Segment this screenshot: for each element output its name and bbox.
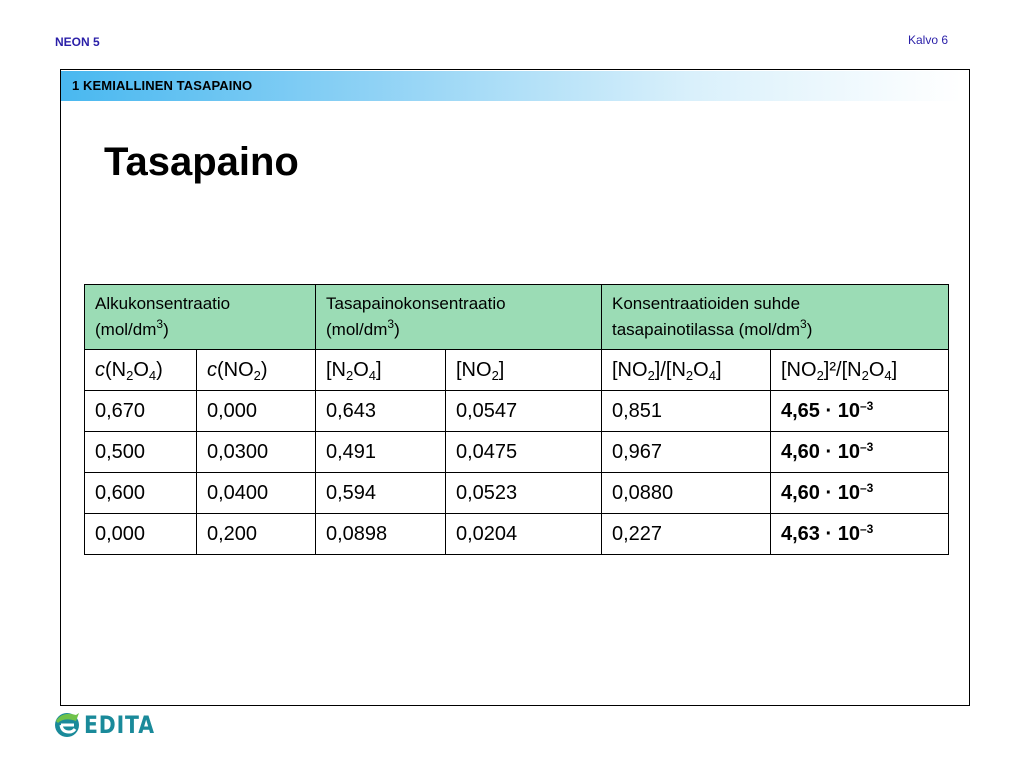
table-row: [85, 432, 949, 473]
table-cell-constant: $4,63 \cdot 10^{-3}$: [771, 514, 949, 555]
table-cell: 0,000: [197, 391, 316, 432]
table-row: [85, 473, 949, 514]
col-c-n2o4: $c(N_2O_4)$: [85, 350, 197, 391]
slide-number: Kalvo 6: [908, 33, 949, 47]
table-cell: 0,600: [85, 473, 197, 514]
table-cell: 0,967: [602, 432, 771, 473]
table-cell: 0,0523: [446, 473, 602, 514]
table-cell-constant: $4,60 \cdot 10^{-3}$: [771, 473, 949, 514]
table-cell-constant: $4,65 \cdot 10^{-3}$: [771, 391, 949, 432]
table-header-row: [85, 285, 949, 350]
table-cell: 0,851: [602, 391, 771, 432]
table-row: [85, 514, 949, 555]
table-cell: 0,0880: [602, 473, 771, 514]
slide-title: Tasapaino: [104, 140, 299, 184]
col-eq-n2o4: $[N_2O_4]$: [316, 350, 446, 391]
table-cell: 0,200: [197, 514, 316, 555]
table-cell: 0,0400: [197, 473, 316, 514]
table-cell: 0,227: [602, 514, 771, 555]
table-row: [85, 391, 949, 432]
col-ratio-1: $[NO_2]/[N_2O_4]$: [602, 350, 771, 391]
table-cell: 0,0898: [316, 514, 446, 555]
col-c-no2: $c(NO_2)$: [197, 350, 316, 391]
table-cell: 0,500: [85, 432, 197, 473]
col-ratio-2: $[NO_2]^2/[N_2O_4]$: [771, 350, 949, 391]
equilibrium-table: [84, 284, 949, 555]
table-cell: 0,491: [316, 432, 446, 473]
header-initial-concentration: Alkukonsentraatio $(mol/dm^3)$: [85, 285, 316, 350]
table-cell: 0,0300: [197, 432, 316, 473]
table-cell: 0,670: [85, 391, 197, 432]
table-cell: 0,0475: [446, 432, 602, 473]
table-cell: 0,0547: [446, 391, 602, 432]
chapter-banner: [61, 71, 961, 101]
edita-logo-icon: [52, 709, 82, 739]
table-subheader-row: [85, 350, 949, 391]
edita-logo-text: EDITA: [84, 711, 155, 739]
chapter-title: 1 KEMIALLINEN TASAPAINO: [72, 78, 253, 93]
col-eq-no2: $[NO_2]$: [446, 350, 602, 391]
header-concentration-ratio: Konsentraatioiden suhde tasapainotilassa $(mol/dm^3)$: [602, 285, 949, 350]
table-cell: 0,000: [85, 514, 197, 555]
course-label: NEON 5: [55, 35, 100, 49]
header-equilibrium-concentration: Tasapainokonsentraatio $(mol/dm^3)$: [316, 285, 602, 350]
table-cell: 0,643: [316, 391, 446, 432]
table-cell: 0,0204: [446, 514, 602, 555]
table-cell: 0,594: [316, 473, 446, 514]
edita-logo: [52, 709, 155, 739]
table-cell-constant: $4,60 \cdot 10^{-3}$: [771, 432, 949, 473]
